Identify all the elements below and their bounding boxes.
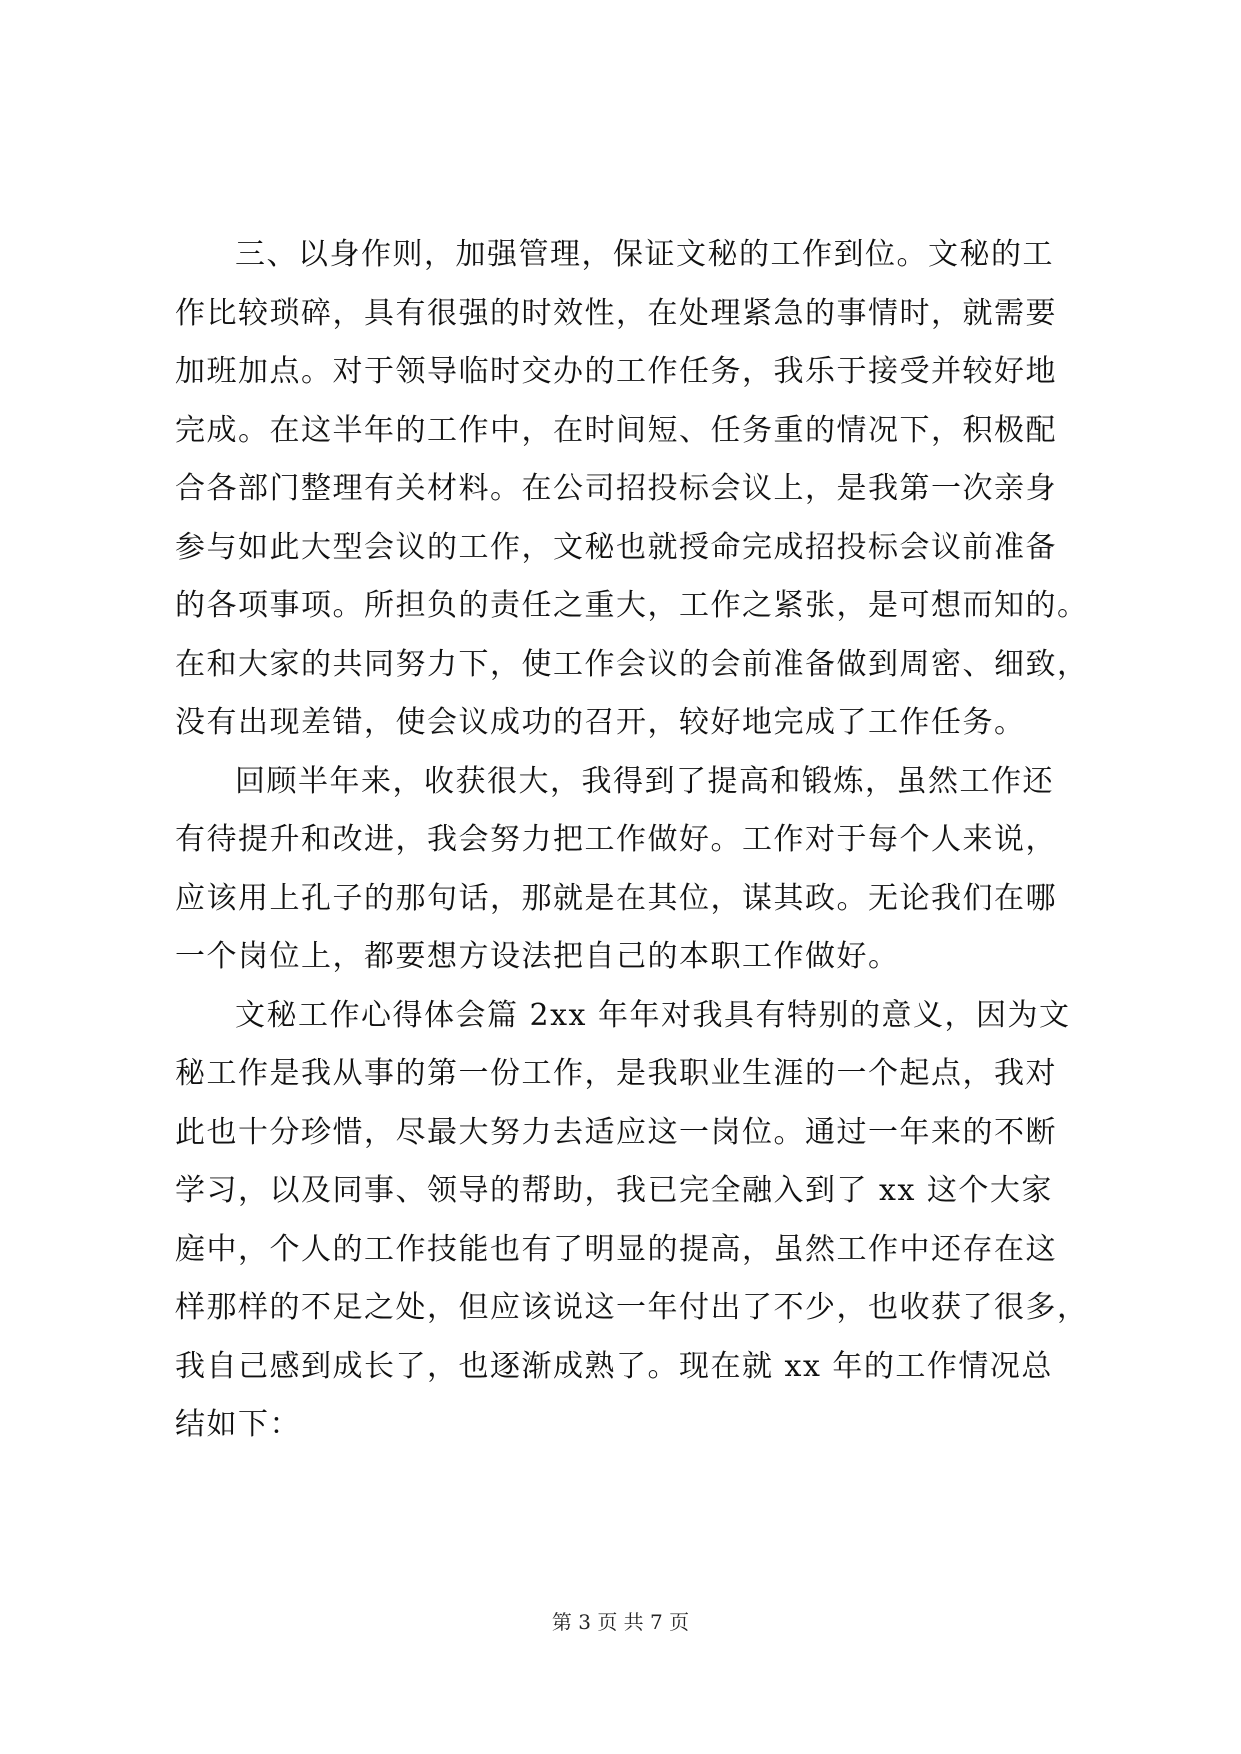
paragraph-2-line-3: 应该用上孔子的那句话，那就是在其位，谋其政。无论我们在哪 xyxy=(175,880,1057,916)
body-text xyxy=(175,226,1089,1455)
paragraph-3-line-8: 结如下： xyxy=(175,1407,301,1442)
paragraph-3-line-2: 秘工作是我从事的第一份工作，是我职业生涯的一个起点，我对 xyxy=(175,1056,1057,1091)
paragraph-1-line-1: 三、以身作则，加强管理，保证文秘的工作到位。文秘的工 xyxy=(235,237,1054,272)
paragraph-1-line-5: 合各部门整理有关材料。在公司招投标会议上，是我第一次亲身 xyxy=(175,471,1057,506)
paragraph-1-line-3: 加班加点。对于领导临时交办的工作任务，我乐于接受并较好地 xyxy=(175,354,1057,389)
paragraph-2-line-2: 有待提升和改进，我会努力把工作做好。工作对于每个人来说， xyxy=(175,822,1057,857)
paragraph-2-line-1: 回顾半年来，收获很大，我得到了提高和锻炼，虽然工作还 xyxy=(235,763,1054,799)
paragraph-3-line-1: 文秘工作心得体会篇 2xx 年年对我具有特别的意义，因为文 xyxy=(235,997,1071,1033)
paragraph-1-line-4: 完成。在这半年的工作中，在时间短、任务重的情况下，积极配 xyxy=(175,412,1057,448)
paragraph-3-line-5: 庭中，个人的工作技能也有了明显的提高，虽然工作中还存在这 xyxy=(175,1231,1057,1267)
paragraph-2-line-4: 一个岗位上，都要想方设法把自己的本职工作做好。 xyxy=(175,939,900,974)
paragraph-1-line-6: 参与如此大型会议的工作，文秘也就授命完成招投标会议前准备 xyxy=(175,529,1057,565)
paragraph-1-line-2: 作比较琐碎，具有很强的时效性，在处理紧急的事情时，就需要 xyxy=(175,295,1057,331)
page-number-footer: 第 3 页 共 7 页 xyxy=(551,1610,690,1634)
paragraph-1-line-9: 没有出现差错，使会议成功的召开，较好地完成了工作任务。 xyxy=(175,705,1026,740)
paragraph-3-line-6: 样那样的不足之处，但应该说这一年付出了不少，也收获了很多， xyxy=(175,1290,1089,1325)
paragraph-1-line-8: 在和大家的共同努力下，使工作会议的会前准备做到周密、细致， xyxy=(175,646,1089,682)
paragraph-1-line-7: 的各项事项。所担负的责任之重大，工作之紧张，是可想而知的。 xyxy=(175,588,1089,623)
paragraph-3-line-4: 学习，以及同事、领导的帮助，我已完全融入到了 xx 这个大家 xyxy=(175,1173,1053,1208)
paragraph-3-line-3: 此也十分珍惜，尽最大努力去适应这一岗位。通过一年来的不断 xyxy=(175,1114,1057,1150)
paragraph-3-line-7: 我自己感到成长了，也逐渐成熟了。现在就 xx 年的工作情况总 xyxy=(175,1348,1053,1384)
